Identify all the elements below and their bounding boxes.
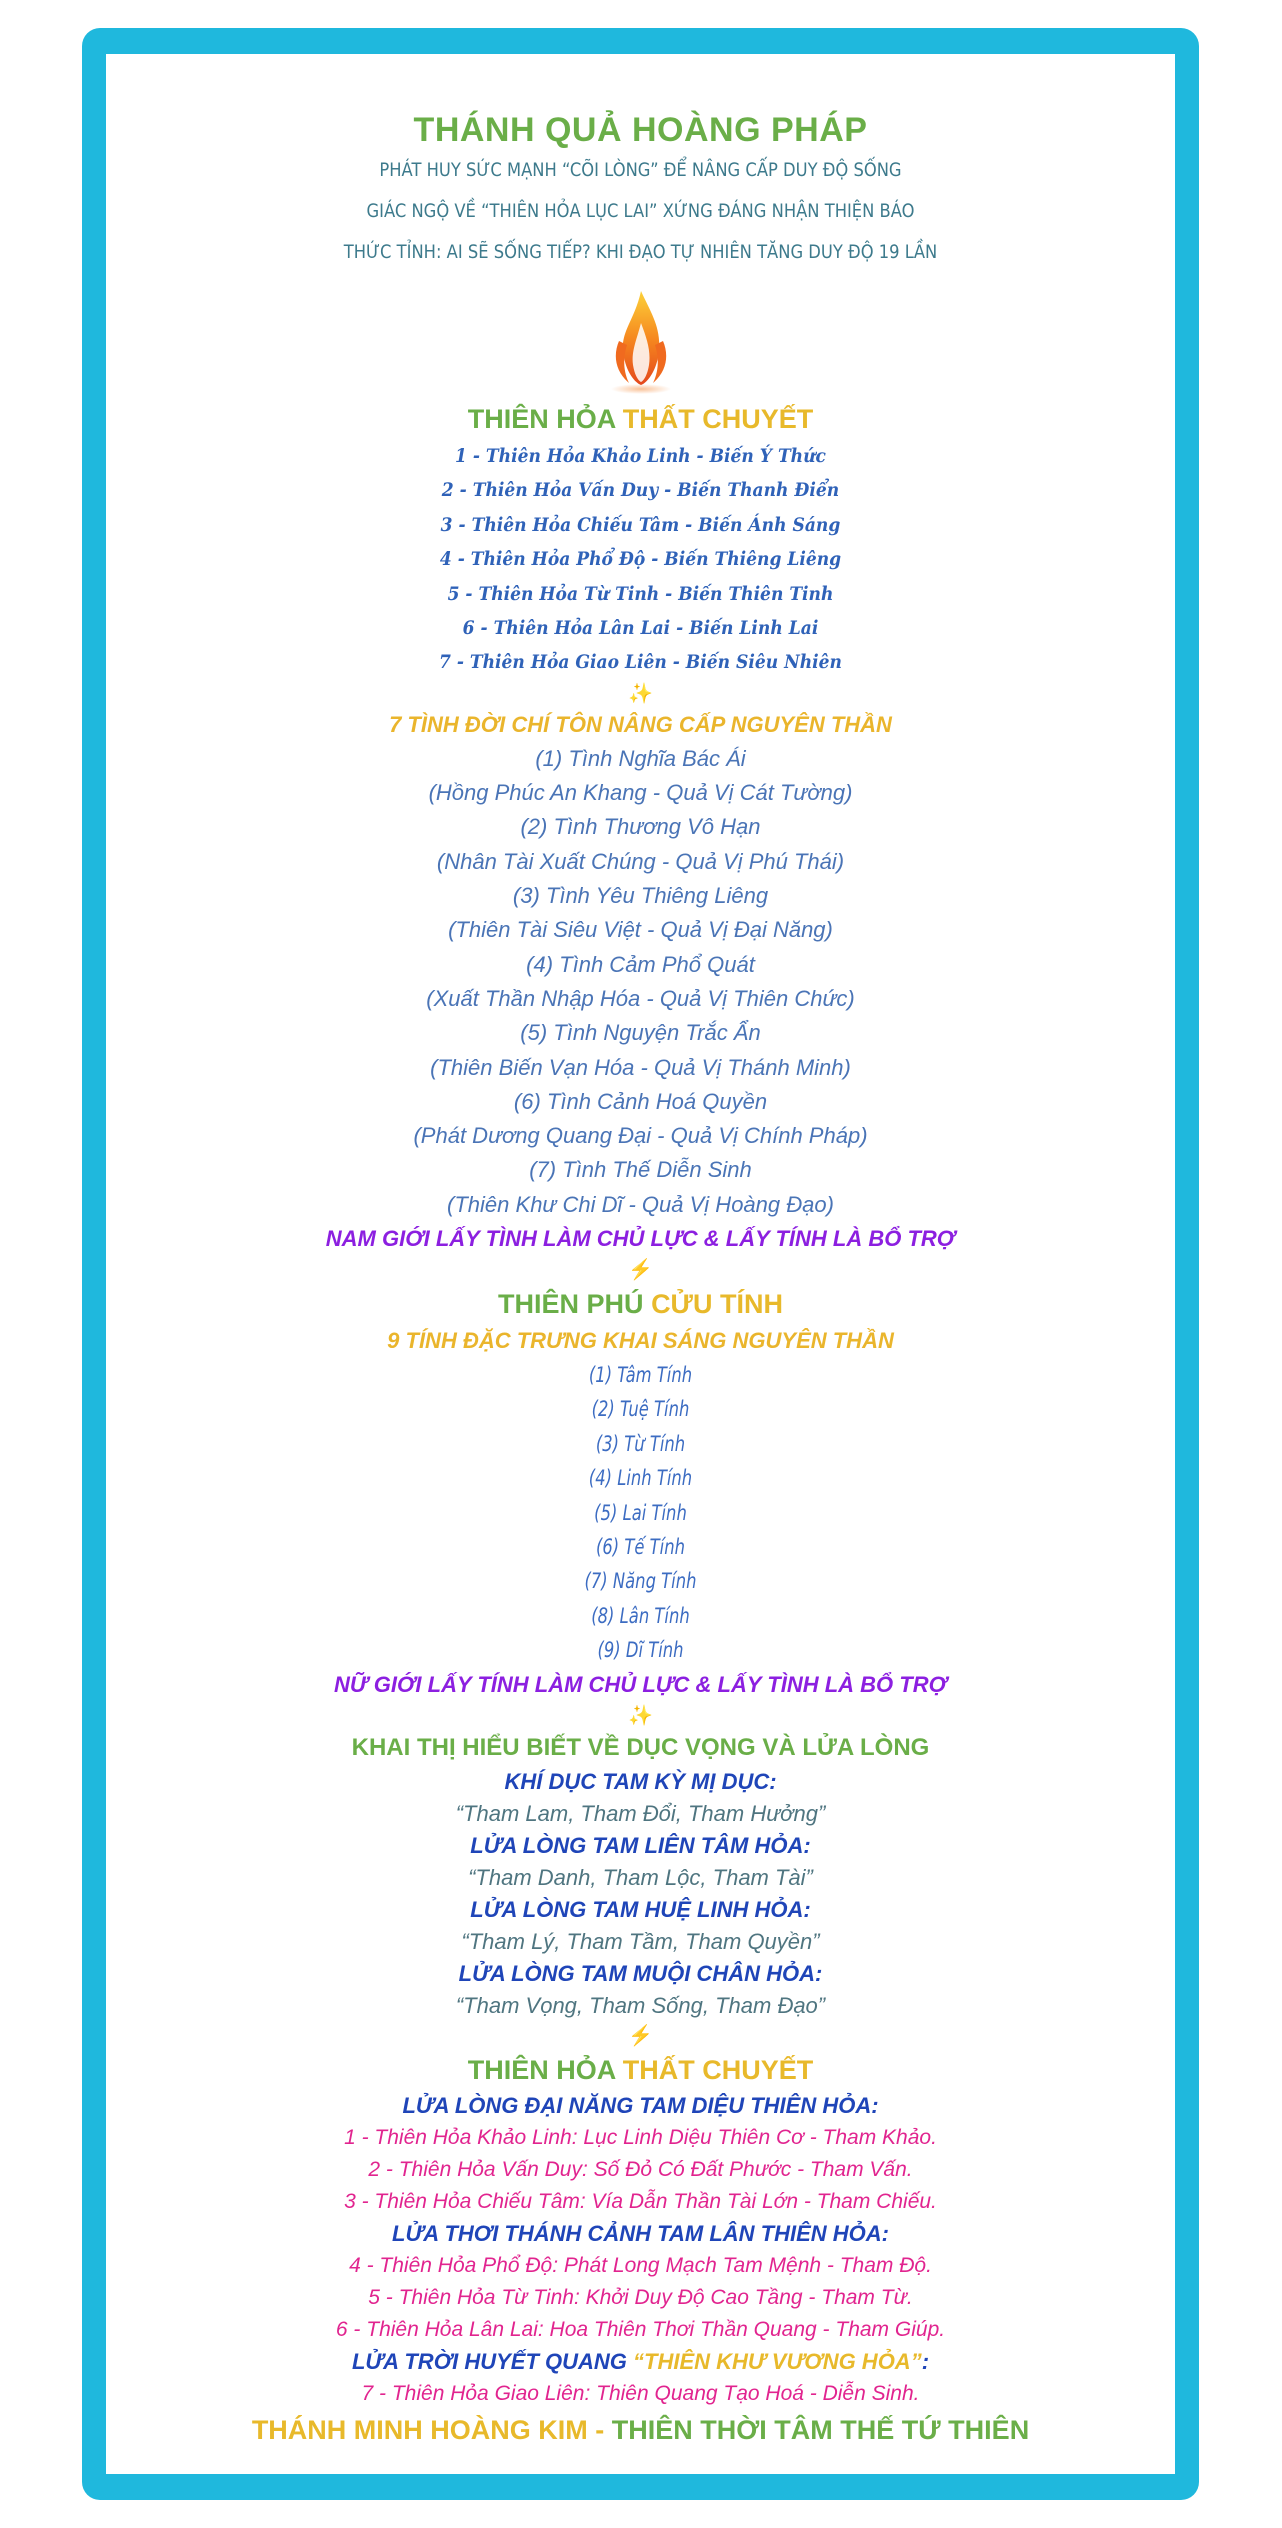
bolt-icon: ⚡: [628, 1259, 653, 1281]
fire-item: 7 - Thiên Hỏa Giao Liên - Biến Siêu Nhiên: [438, 651, 842, 674]
section1-heading: [106, 399, 1175, 439]
fire-detail-item: 6 - Thiên Hỏa Lân Lai: Hoa Thiên Thơi Thần Quang - Tham Giúp.: [335, 2317, 946, 2341]
section3-subheading: 9 TÍNH ĐẶC TRƯNG KHAI SÁNG NGUYÊN THẦN: [387, 1328, 894, 1353]
tinh-trait-item: (2) Tuệ Tính: [591, 1397, 690, 1422]
fire-detail-item: 5 - Thiên Hỏa Từ Tinh: Khởi Duy Độ Cao Tầng - Tham Từ.: [368, 2285, 913, 2309]
fire-item: 3 - Thiên Hỏa Chiếu Tâm - Biến Ánh Sáng: [440, 513, 841, 536]
tinh-item: (3) Tình Yêu Thiêng Liêng: [512, 883, 769, 909]
footer-part-b: THIÊN THỜI TÂM THẾ TỨ THIÊN: [611, 2414, 1030, 2445]
group2-title: LỬA THƠI THÁNH CẢNH TAM LÂN THIÊN HỎA:: [392, 2220, 889, 2246]
desire-quote: “Tham Lý, Tham Tầm, Tham Quyền”: [461, 1928, 820, 1954]
tinh-trait-item: (1) Tâm Tính: [588, 1363, 693, 1387]
tinh-item: (Thiên Tài Siêu Việt - Quả Vị Đại Năng): [448, 917, 833, 943]
tinh-item: (2) Tình Thương Vô Hạn: [520, 814, 761, 840]
tinh-trait-item: (7) Năng Tính: [584, 1569, 697, 1594]
tinh-item: (Phát Dương Quang Đại - Quả Vị Chính Pháp): [413, 1123, 868, 1149]
section3-heading-b: CỬU TÍNH: [651, 1289, 783, 1319]
section4-heading: KHAI THỊ HIỂU BIẾT VỀ DỤC VỌNG VÀ LỬA LÒNG: [351, 1733, 930, 1761]
fire-detail-item: 7 - Thiên Hỏa Giao Liên: Thiên Quang Tạo Hoá - Diễn Sinh.: [361, 2381, 920, 2405]
subtitle-2: GIÁC NGỘ VỀ “THIÊN HỎA LỤC LAI” XỨNG ĐÁNG NHẬN THIỆN BÁO: [366, 200, 915, 222]
group3-title: [106, 2346, 1175, 2378]
tinh-item: (Nhân Tài Xuất Chúng - Quả Vị Phú Thái): [436, 848, 845, 874]
footer-line: [106, 2410, 1175, 2450]
tinh-trait-item: (4) Linh Tính: [588, 1466, 693, 1491]
fire-item: 4 - Thiên Hỏa Phổ Độ - Biến Thiêng Liêng: [439, 548, 842, 571]
section5-heading: [106, 2050, 1175, 2090]
flame-icon: [106, 287, 1175, 399]
tinh-item: (6) Tình Cảnh Hoá Quyền: [513, 1088, 768, 1114]
bolt-icon: ⚡: [628, 2024, 653, 2047]
section5-heading-b: THẤT CHUYẾT: [622, 2054, 814, 2085]
section3-heading: [106, 1284, 1175, 1324]
group3-title-b: “THIÊN KHƯ VƯƠNG HỎA”: [633, 2348, 922, 2374]
fire-detail-item: 1 - Thiên Hỏa Khảo Linh: Lục Linh Diệu Thiên Cơ - Tham Khảo.: [344, 2125, 937, 2149]
section2-heading: 7 TÌNH ĐỜI CHÍ TÔN NÂNG CẤP NGUYÊN THẦN: [389, 711, 892, 737]
desire-title: KHÍ DỤC TAM KỲ MỊ DỤC:: [504, 1768, 777, 1794]
section1-heading-b: THẤT CHUYẾT: [622, 404, 814, 434]
tinh-trait-item: (9) Dĩ Tính: [597, 1638, 684, 1663]
tinh-item: (Xuất Thần Nhập Hóa - Quả Vị Thiên Chức): [426, 985, 855, 1011]
tinh-item: (Hồng Phúc An Khang - Quả Vị Cát Tường): [428, 780, 853, 806]
fire-item: 2 - Thiên Hỏa Vấn Duy - Biến Thanh Điển: [441, 479, 840, 502]
sparkle-icon: ✨: [628, 1704, 653, 1727]
tinh-trait-item: (5) Lai Tính: [594, 1500, 687, 1525]
section1-heading-a: THIÊN HỎA: [467, 404, 623, 434]
section2-note: NAM GIỚI LẤY TÌNH LÀM CHỦ LỰC & LẤY TÍNH LÀ BỔ TRỢ: [325, 1226, 956, 1251]
fire-item: 1 - Thiên Hỏa Khảo Linh - Biến Ý Thức: [455, 445, 826, 467]
sparkle-icon: ✨: [628, 682, 653, 705]
tinh-item: (4) Tình Cảm Phổ Quát: [526, 951, 755, 977]
fire-item: 6 - Thiên Hỏa Lân Lai - Biến Linh Lai: [462, 617, 819, 640]
tinh-trait-item: (6) Tế Tính: [595, 1535, 686, 1560]
section3-heading-a: THIÊN PHÚ: [498, 1289, 652, 1319]
section5-heading-a: THIÊN HỎA: [467, 2054, 623, 2085]
tinh-item: (Thiên Khư Chi Dĩ - Quả Vị Hoàng Đạo): [447, 1191, 834, 1217]
subtitle-1: PHÁT HUY SỨC MẠNH “CÕI LÒNG” ĐỂ NÂNG CẤP DUY ĐỘ SỐNG: [379, 159, 902, 181]
tinh-item: (7) Tình Thế Diễn Sinh: [529, 1157, 752, 1183]
desire-title: LỬA LÒNG TAM MUỘI CHÂN HỎA:: [458, 1960, 823, 1986]
poster-frame: [82, 28, 1199, 2500]
desire-title: LỬA LÒNG TAM LIÊN TÂM HỎA:: [470, 1832, 811, 1858]
desire-quote: “Tham Danh, Tham Lộc, Tham Tài”: [468, 1864, 813, 1890]
poster-content: [106, 54, 1175, 2474]
group3-title-a: LỬA TRỜI HUYẾT QUANG: [351, 2348, 634, 2374]
group3-title-c: :: [921, 2348, 930, 2374]
main-title: THÁNH QUẢ HOÀNG PHÁP: [413, 111, 868, 149]
subtitle-3: THỨC TỈNH: AI SẼ SỐNG TIẾP? KHI ĐẠO TỰ NHIÊN TĂNG DUY ĐỘ 19 LẦN: [343, 241, 938, 263]
fire-item: 5 - Thiên Hỏa Từ Tinh - Biến Thiên Tinh: [447, 582, 834, 605]
desire-quote: “Tham Vọng, Tham Sống, Tham Đạo”: [455, 1992, 826, 2018]
section3-note: NỮ GIỚI LẤY TÍNH LÀM CHỦ LỰC & LẤY TÌNH LÀ BỔ TRỢ: [333, 1671, 948, 1697]
tinh-item: (Thiên Biến Vạn Hóa - Quả Vị Thánh Minh): [430, 1054, 851, 1080]
footer-part-a: THÁNH MINH HOÀNG KIM -: [251, 2414, 612, 2445]
tinh-item: (5) Tình Nguyện Trắc Ẩn: [520, 1020, 761, 1046]
tinh-trait-item: (3) Từ Tính: [595, 1431, 686, 1456]
fire-detail-item: 2 - Thiên Hỏa Vấn Duy: Số Đỏ Có Đất Phước - Tham Vấn.: [368, 2157, 913, 2181]
fire-detail-item: 3 - Thiên Hỏa Chiếu Tâm: Vía Dẫn Thần Tài Lớn - Tham Chiếu.: [344, 2189, 937, 2213]
group1-title: LỬA LÒNG ĐẠI NĂNG TAM DIỆU THIÊN HỎA:: [402, 2092, 879, 2118]
tinh-trait-item: (8) Lân Tính: [591, 1603, 690, 1628]
desire-quote: “Tham Lam, Tham Đổi, Tham Hưởng”: [455, 1800, 826, 1826]
poster-panel: [106, 54, 1175, 2474]
tinh-item: (1) Tình Nghĩa Bác Ái: [535, 745, 746, 771]
desire-title: LỬA LÒNG TAM HUỆ LINH HỎA:: [470, 1896, 811, 1922]
fire-detail-item: 4 - Thiên Hỏa Phổ Độ: Phát Long Mạch Tam Mệnh - Tham Độ.: [349, 2253, 932, 2277]
